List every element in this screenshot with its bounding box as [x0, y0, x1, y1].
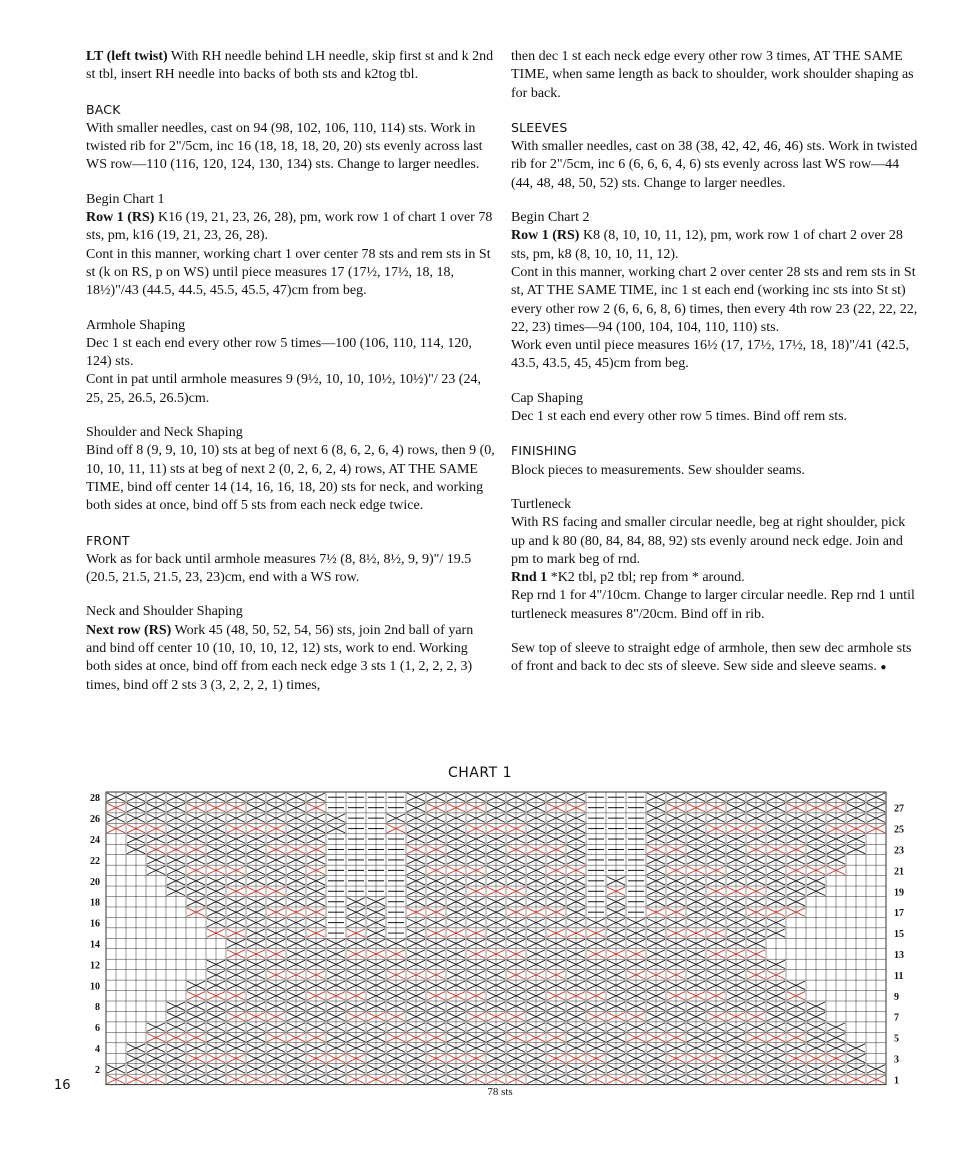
sleeves-heading: SLEEVES — [511, 119, 568, 135]
left-row-label: 26 — [90, 814, 100, 826]
cap-section — [511, 390, 921, 427]
begin-chart2-section — [511, 209, 921, 374]
shoulder-neck-subhead: Shoulder and Neck Shaping — [86, 425, 243, 441]
finishing-heading: FINISHING — [511, 443, 577, 459]
back-heading: BACK — [86, 101, 121, 117]
sleeves-text: With smaller needles, cast on 38 (38, 42, 42, 46, 46) sts. Work in twisted rib for 2"/5cm, inc 6 (6, 6, 6, 4, 6) sts evenly across last WS row—44 (44, 48, 48, 50, 52) sts. Change to larger needles. — [511, 139, 918, 191]
left-row-label: 16 — [90, 918, 100, 930]
chart2-even-text: Work even until piece measures 16½ (17, 17½, 17½, 18, 18)"/41 (42.5, 43.5, 43.5, 45, 45)cm from beg. — [511, 338, 910, 372]
row1-text: K16 (19, 21, 23, 26, 28), pm, work row 1 of chart 1 over 78 sts, pm, k16 (19, 21, 23, 26, 28). — [86, 210, 493, 244]
back-section — [86, 101, 496, 175]
front-heading: FRONT — [86, 532, 130, 548]
front-section — [86, 532, 496, 588]
neck-shoulder-text: Work 45 (48, 50, 52, 54, 56) sts, join 2nd ball of yarn and bind off center 10 (10, 10, 10, 12, 12) sts, work to end. Working both sides at once, bind off from each neck edge 3 sts 1 (1, 2, 2, 2, 3) times, bind off 2 sts 3 (3, 2, 2, 2, 1) times, — [86, 622, 474, 693]
left-row-label: 8 — [95, 1002, 100, 1014]
begin-chart1-section — [86, 191, 496, 301]
turtleneck-section — [511, 496, 921, 624]
left-row-label: 4 — [95, 1044, 100, 1056]
left-row-label: 28 — [90, 793, 100, 805]
begin-chart1-subhead: Begin Chart 1 — [86, 191, 165, 207]
sleeves-section — [511, 119, 921, 193]
chart2-row1-label: Row 1 (RS) — [511, 228, 580, 244]
page-number: 16 — [54, 1078, 71, 1093]
row1-label: Row 1 (RS) — [86, 210, 155, 226]
right-row-label: 19 — [894, 887, 904, 899]
left-row-label: 20 — [90, 876, 100, 888]
turtleneck-text1: With RS facing and smaller circular needle, beg at right shoulder, pick up and k 80 (80, 84, 84, 88, 92) sts evenly around neck edge. Join and pm to mark beg of rnd. — [511, 515, 906, 567]
armhole-text1: Dec 1 st each end every other row 5 times—100 (106, 110, 114, 120, 124) sts. — [86, 335, 472, 370]
finishing-section — [511, 442, 921, 480]
left-row-label: 14 — [90, 939, 100, 951]
right-row-label: 17 — [894, 908, 904, 920]
next-row-label: Next row (RS) — [86, 622, 172, 638]
armhole-text2: Cont in pat until armhole measures 9 (9½, 10, 10, 10½, 10½)"/ 23 (24, 25, 25, 26.5, 26.5)cm. — [86, 372, 481, 406]
armhole-subhead: Armhole Shaping — [86, 317, 186, 333]
chart1-cont-text: Cont in this manner, working chart 1 over center 78 sts and rem sts in St st (k on RS, p on WS) until piece measures 17 (17½, 17½, 18, 18, 18½)"/43 (44.5, 44.5, 45.5, 45.5, 47)cm from beg. — [86, 246, 491, 299]
turtleneck-subhead: Turtleneck — [511, 496, 572, 512]
left-row-label: 6 — [95, 1023, 100, 1035]
cap-text: Dec 1 st each end every other row 5 times. Bind off rem sts. — [511, 409, 848, 425]
lt-text: With RH needle behind LH needle, skip first st and k 2nd st tbl, insert RH needle into backs of both sts and k2tog tbl. — [86, 49, 494, 83]
neck-shoulder-section — [86, 603, 496, 694]
chart2-row1-text: K8 (8, 10, 10, 11, 12), pm, work row 1 of chart 2 over 28 sts, pm, k8 (8, 10, 10, 11, 12). — [511, 228, 903, 262]
left-row-label: 24 — [90, 835, 100, 847]
right-row-label: 9 — [894, 991, 899, 1003]
begin-chart2-subhead: Begin Chart 2 — [511, 210, 590, 226]
shoulder-neck-text: Bind off 8 (9, 9, 10, 10) sts at beg of next 6 (8, 6, 2, 6, 4) rows, then 9 (0, 10, 10, 11, 11) sts at beg of next 2 (0, 2, 6, 2, 4) rows, AT THE SAME TIME, bind off center 14 (14, 16, 16, 18, 20) sts for neck, and working both sides at once, bind off 5 sts from each neck edge twice. — [86, 443, 495, 514]
right-column — [511, 48, 921, 694]
rnd1-label: Rnd 1 — [511, 570, 548, 586]
stitch-count-label: 78 sts — [487, 1086, 513, 1098]
chart-1 — [0, 780, 960, 1090]
left-row-label: 18 — [90, 897, 100, 909]
back-text: With smaller needles, cast on 94 (98, 102, 106, 110, 114) sts. Work in twisted rib for 2"/5cm, inc 16 (18, 18, 18, 20, 20) sts evenly across last WS row—110 (116, 120, 124, 130, 134) sts. Change to larger needles. — [86, 120, 483, 173]
lt-definition — [86, 48, 496, 85]
rnd1-text: *K2 tbl, p2 tbl; rep from * around. — [550, 570, 745, 586]
right-row-label: 7 — [894, 1012, 899, 1024]
turtleneck-text2: Rep rnd 1 for 4"/10cm. Change to larger circular needle. Rep rnd 1 until turtleneck measures 8"/20cm. Bind off in rib. — [511, 588, 915, 622]
right-row-label: 3 — [894, 1054, 899, 1066]
final-section — [511, 640, 921, 678]
left-row-label: 12 — [90, 960, 100, 972]
lt-term: LT (left twist) — [86, 49, 168, 64]
right-row-label: 5 — [894, 1033, 899, 1045]
chart-title: CHART 1 — [448, 765, 512, 781]
right-row-label: 15 — [894, 929, 904, 941]
armhole-section — [86, 317, 496, 408]
front-continued: then dec 1 st each neck edge every other row 3 times, AT THE SAME TIME, when same length as back to shoulder, work shoulder shaping as for back. — [511, 49, 914, 101]
right-row-label: 1 — [894, 1075, 899, 1087]
left-column — [86, 48, 496, 711]
right-row-label: 23 — [894, 845, 904, 857]
left-row-label: 2 — [95, 1064, 100, 1076]
right-row-label: 11 — [894, 970, 904, 982]
right-row-label: 13 — [894, 949, 904, 961]
neck-shoulder-subhead: Neck and Shoulder Shaping — [86, 604, 243, 620]
cap-subhead: Cap Shaping — [511, 390, 583, 406]
finishing-text: Block pieces to measurements. Sew shoulder seams. — [511, 462, 805, 478]
right-row-label: 27 — [894, 803, 904, 815]
chart2-cont-text: Cont in this manner, working chart 2 over center 28 sts and rem sts in St st, AT THE SAME TIME, inc 1 st each end (working inc sts into St st) every other row 2 (6, 6, 6, 8, 6) times, then every 4th row 23 (22, 22, 22, 22, 23) times—94 (100, 104, 104, 110, 110) sts. — [511, 264, 918, 335]
left-row-label: 22 — [90, 855, 100, 867]
end-mark: ● — [880, 662, 887, 674]
final-text: Sew top of sleeve to straight edge of armhole, then sew dec armhole sts of front and back to dec sts of sleeve. Sew side and sleeve seams. — [511, 641, 912, 675]
right-row-label: 21 — [894, 866, 904, 878]
right-row-label: 25 — [894, 824, 904, 836]
shoulder-neck-section — [86, 424, 496, 515]
front-text: Work as for back until armhole measures 7½ (8, 8½, 8½, 9, 9)"/ 19.5 (20.5, 21.5, 21.5, 23, 23)cm, end with a WS row. — [86, 551, 472, 586]
left-row-label: 10 — [90, 981, 100, 993]
